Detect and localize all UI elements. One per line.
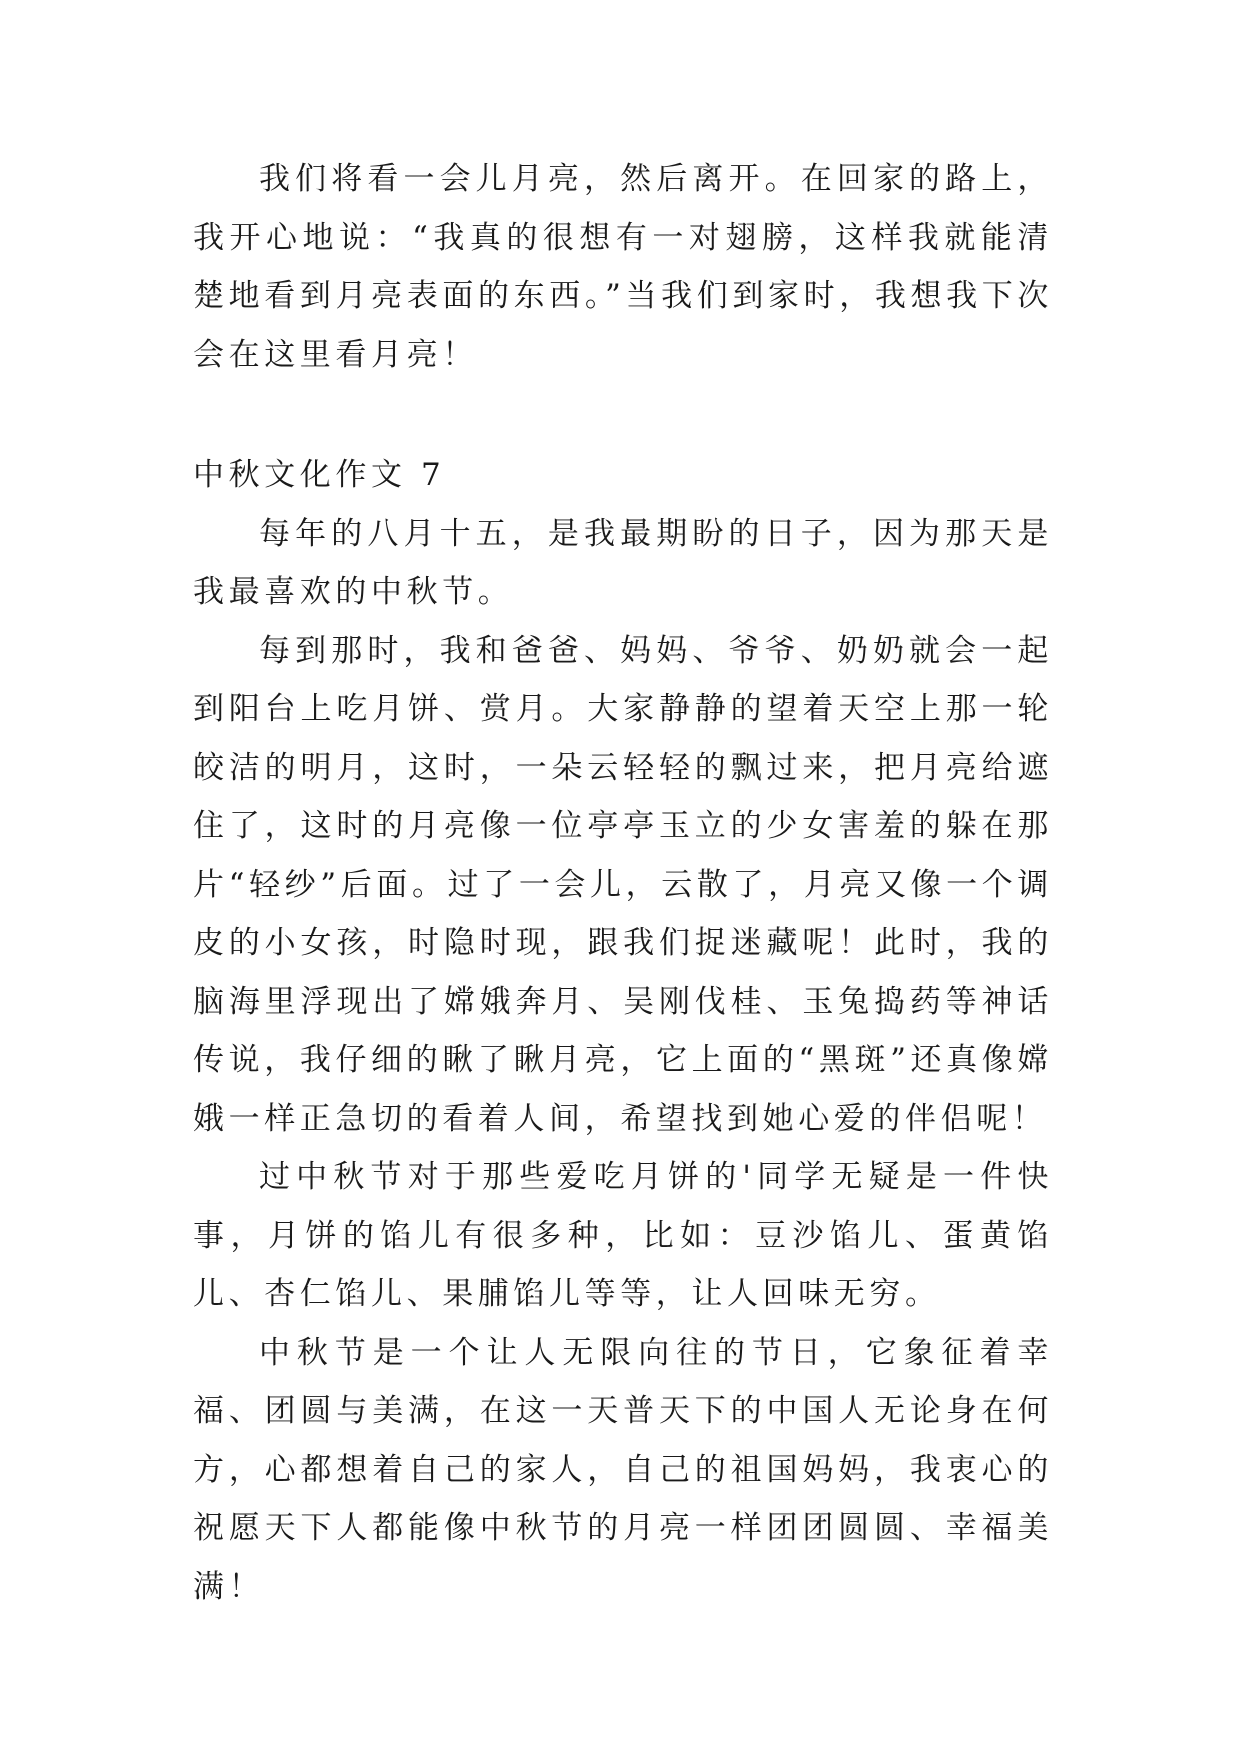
document-page bbox=[193, 150, 1053, 1616]
body-paragraph: 中秋节是一个让人无限向往的节日，它象征着幸福、团圆与美满，在这一天普天下的中国人无论身在何方，心都想着自己的家人，自己的祖国妈妈，我衷心的祝愿天下人都能像中秋节的月亮一样团团圆圆、幸福美满！ bbox=[193, 1334, 1053, 1605]
section-gap bbox=[193, 384, 1053, 446]
body-paragraph: 过中秋节对于那些爱吃月饼的'同学无疑是一件快事，月饼的馅儿有很多种，比如：豆沙馅儿、蛋黄馅儿、杏仁馅儿、果脯馅儿等等，让人回味无穷。 bbox=[193, 1159, 1053, 1312]
intro-paragraph: 我们将看一会儿月亮，然后离开。在回家的路上，我开心地说：“我真的很想有一对翅膀，这样我就能清楚地看到月亮表面的东西。”当我们到家时，我想我下次会在这里看月亮！ bbox=[193, 161, 1053, 373]
body-paragraph: 每年的八月十五，是我最期盼的日子，因为那天是我最喜欢的中秋节。 bbox=[193, 515, 1053, 610]
body-paragraph: 每到那时，我和爸爸、妈妈、爷爷、奶奶就会一起到阳台上吃月饼、赏月。大家静静的望着天空上那一轮皎洁的明月，这时，一朵云轻轻的飘过来，把月亮给遮住了，这时的月亮像一位亭亭玉立的少女害羞的躲在那片“轻纱”后面。过了一会儿，云散了，月亮又像一个调皮的小女孩，时隐时现，跟我们捉迷藏呢！此时，我的脑海里浮现出了嫦娥奔月、吴刚伐桂、玉兔捣药等神话传说，我仔细的瞅了瞅月亮，它上面的“黑斑”还真像嫦娥一样正急切的看着人间，希望找到她心爱的伴侣呢！ bbox=[193, 632, 1053, 1137]
section-title: 中秋文化作文 7 bbox=[193, 457, 446, 493]
